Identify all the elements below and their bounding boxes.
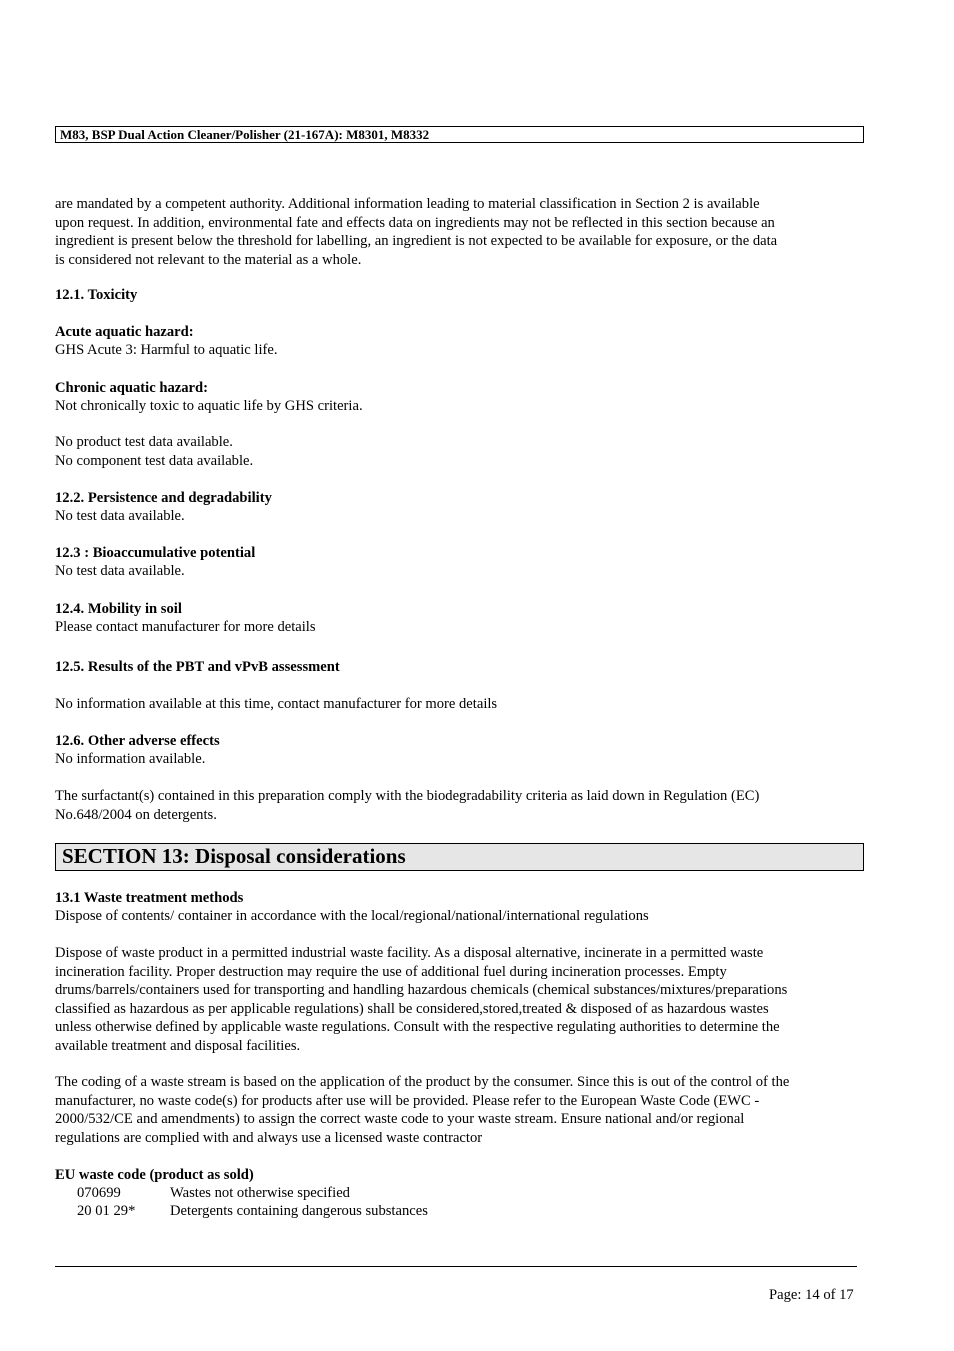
- waste-coding-line: manufacturer, no waste code(s) for products after use will be provided. Please refer to the European Waste Code (EWC -: [55, 1092, 760, 1109]
- disposal-line: Dispose of waste product in a permitted industrial waste facility. As a disposal alternative, incinerate in a permitted waste: [55, 945, 764, 961]
- waste-code-description: Wastes not otherwise specified: [170, 1185, 350, 1201]
- acute-hazard-text: GHS Acute 3: Harmful to aquatic life.: [55, 342, 278, 358]
- disposal-line: classified as hazardous as per applicable regulations) shall be considered,stored,treated & disposed of as hazardous wastes: [55, 1000, 769, 1017]
- intro-line: ingredient is present below the threshold for labelling, an ingredient is not expected to be available for exposure, or the data: [55, 233, 778, 249]
- chronic-hazard-heading: Chronic aquatic hazard:: [55, 380, 208, 396]
- other-effects-text: No information available.: [55, 751, 206, 767]
- persistence-text: No test data available.: [55, 508, 185, 524]
- acute-hazard-heading: Acute aquatic hazard:: [55, 324, 194, 340]
- waste-code-row: [77, 1184, 350, 1203]
- surfactant-paragraph: [55, 787, 867, 824]
- pbt-heading: 12.5. Results of the PBT and vPvB assessment: [55, 659, 340, 675]
- intro-paragraph: [55, 195, 867, 269]
- section-13-title: SECTION 13: Disposal considerations: [55, 843, 864, 871]
- waste-code-row: [77, 1202, 428, 1221]
- disposal-line: drums/barrels/containers used for transporting and handling hazardous chemicals (chemical substances/mixtures/preparations: [55, 982, 788, 998]
- disposal-line: incineration facility. Proper destruction may require the use of additional fuel during incineration processes. Empty: [55, 963, 727, 980]
- footer-divider: [55, 1266, 857, 1267]
- disposal-line: available treatment and disposal facilities.: [55, 1037, 301, 1054]
- waste-coding-paragraph: [55, 1073, 867, 1147]
- no-product-data: No product test data available.: [55, 434, 233, 450]
- waste-treatment-text: Dispose of contents/ container in accordance with the local/regional/national/international regulations: [55, 908, 649, 924]
- waste-coding-line: regulations are complied with and always use a licensed waste contractor: [55, 1129, 483, 1146]
- chronic-hazard-text: Not chronically toxic to aquatic life by GHS criteria.: [55, 398, 363, 414]
- bioaccumulative-heading: 12.3 : Bioaccumulative potential: [55, 545, 256, 561]
- document-header: M83, BSP Dual Action Cleaner/Polisher (21-167A): M8301, M8332: [55, 126, 864, 143]
- surfactant-line: The surfactant(s) contained in this preparation comply with the biodegradability criteria as laid down in Regulation (EC): [55, 788, 760, 804]
- surfactant-line: No.648/2004 on detergents.: [55, 806, 217, 823]
- intro-line: upon request. In addition, environmental fate and effects data on ingredients may not be reflected in this section because an: [55, 214, 775, 231]
- intro-line: are mandated by a competent authority. Additional information leading to material classification in Section 2 is available: [55, 196, 760, 212]
- intro-line: is considered not relevant to the material as a whole.: [55, 251, 362, 268]
- mobility-heading: 12.4. Mobility in soil: [55, 601, 182, 617]
- no-component-data: No component test data available.: [55, 453, 254, 469]
- waste-coding-line: 2000/532/CE and amendments) to assign the correct waste code to your waste stream. Ensure national and/or regional: [55, 1111, 745, 1127]
- disposal-paragraph: [55, 944, 867, 1055]
- pbt-text: No information available at this time, contact manufacturer for more details: [55, 696, 498, 712]
- mobility-text: Please contact manufacturer for more details: [55, 619, 316, 635]
- waste-code: 070699: [77, 1185, 121, 1201]
- waste-code: 20 01 29*: [77, 1203, 136, 1219]
- page-number: Page: 14 of 17: [769, 1287, 854, 1303]
- other-effects-heading: 12.6. Other adverse effects: [55, 733, 220, 749]
- eu-waste-code-heading: EU waste code (product as sold): [55, 1167, 254, 1183]
- waste-coding-line: The coding of a waste stream is based on the application of the product by the consumer. Since this is out of the control of the: [55, 1074, 790, 1090]
- toxicity-heading: 12.1. Toxicity: [55, 287, 138, 303]
- persistence-heading: 12.2. Persistence and degradability: [55, 490, 272, 506]
- disposal-line: unless otherwise defined by applicable waste regulations. Consult with the respective regulating authorities to determine the: [55, 1019, 780, 1035]
- waste-treatment-heading: 13.1 Waste treatment methods: [55, 890, 244, 906]
- waste-code-description: Detergents containing dangerous substances: [170, 1203, 428, 1219]
- bioaccumulative-text: No test data available.: [55, 563, 185, 579]
